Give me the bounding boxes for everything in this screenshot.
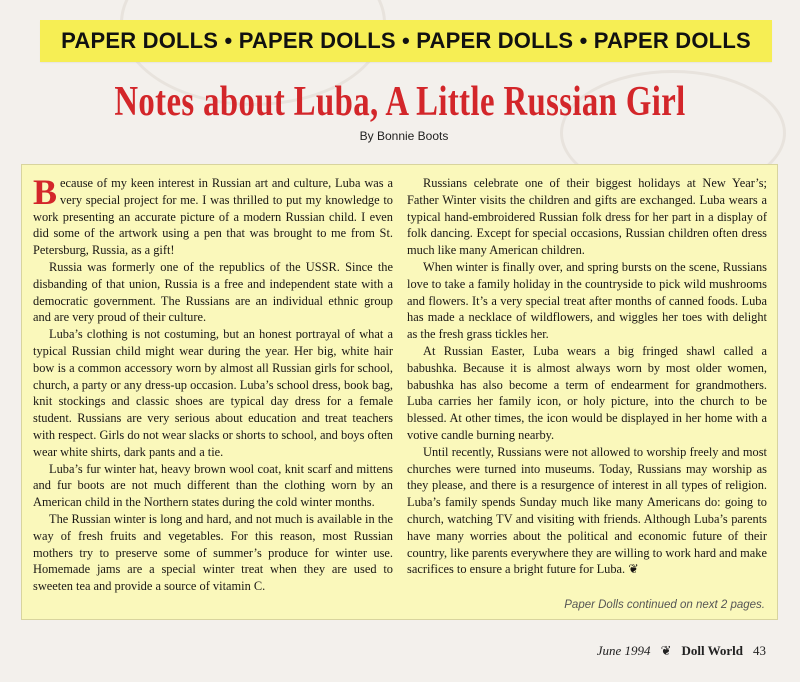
- right-column: [407, 175, 767, 578]
- paragraph: Russians celebrate one of their biggest holidays at New Year’s; Father Winter visits the children and gifts are exchanged. Luba wears a typical hand-embroidered Russian folk dress for her part in a display of folk dancing. Except for special occasions, Russian children often dress much like many American children.: [407, 176, 767, 258]
- paragraph: Luba’s fur winter hat, heavy brown wool coat, knit scarf and mittens and fur boots are not much different than the clothing worn by an American child in the Northern states during the cold winter months.: [33, 461, 393, 510]
- page-footer: [597, 643, 766, 659]
- article-title: Notes about Luba, A Little Russian Girl: [114, 79, 686, 125]
- section-banner: [40, 20, 772, 62]
- magazine-name: Doll World: [681, 643, 743, 658]
- paragraph: When winter is finally over, and spring bursts on the scene, Russians love to take a family holiday in the countryside to pick wild mushrooms and flowers. It’s a very special treat after months of canned foods. Luba has made a necklace of wildflowers, and wiggles her toes with delight as the fresh grass tickles her.: [407, 259, 767, 342]
- paragraph-text: ecause of my keen interest in Russian art and culture, Luba was a very special project for me. I was thrilled to put my knowledge to work presenting an accurate picture of a modern Russian child. I even did some of the artwork using a pen that was brought to me from St. Petersburg, Russia, as a gift!: [33, 176, 393, 258]
- left-column: [33, 172, 393, 595]
- paragraph: Until recently, Russians were not allowed to worship freely and most churches were turned into museums. Today, Russians may worship as they please, and there is a resurgence of interest in all types of religion. Luba’s family spends Sunday much like many Americans do: going to church, watching TV and visiting with friends. Although Luba’s parents have many worries about the political and economic future of their country, like parents everywhere they are willing to work hard and make sacrifices to ensure a bright future for Luba. ❦: [407, 444, 767, 577]
- ornament-icon: ❦: [660, 643, 672, 658]
- paragraph: At Russian Easter, Luba wears a big fringed shawl called a babushka. Because it is almost always worn by most older women, babushka has also become a term of endearment for grandmothers. Luba carries her family icon, or holy picture, into the church to be blessed. At other times, the icon would be displayed in her home with a votive candle burning nearby.: [407, 343, 767, 442]
- issue-date: June 1994: [596, 643, 651, 658]
- page-number: 43: [753, 643, 766, 658]
- article-text-box: [21, 164, 778, 620]
- drop-cap: B: [33, 172, 58, 212]
- banner-text: PAPER DOLLS • PAPER DOLLS • PAPER DOLLS • PAPER DOLLS: [61, 28, 751, 53]
- paragraph: Russia was formerly one of the republics of the USSR. Since the disbanding of that union, Russia is a free and independent state with a democratic government. The Russians are an individual ethnic group and are very proud of their culture.: [33, 259, 393, 325]
- article-byline: By Bonnie Boots: [359, 129, 449, 143]
- paragraph: [33, 172, 393, 259]
- paragraph: Luba’s clothing is not costuming, but an honest portrayal of what a typical Russian child might wear during the year. Her big, white hair bow is a common accessory worn by almost all Russian girls for school, church, a party or any dress-up occasion. Luba’s school dress, book bag, knit stockings and classic shoes are typical day dress for a female student. Russians are very serious about education and treat teachers with respect. Girls do not wear slacks or shorts to school, and boys often wear white shirts, dark pants and a tie.: [33, 327, 393, 459]
- paragraph: The Russian winter is long and hard, and not much is available in the way of fresh fruits and vegetables. For this reason, most Russian mothers try to preserve some of summer’s produce for winter use. Homemade jams are a special winter treat when they are used to sweeten tea and provide a source of vitamin C.: [33, 511, 393, 594]
- continued-note: Paper Dolls continued on next 2 pages.: [564, 599, 765, 611]
